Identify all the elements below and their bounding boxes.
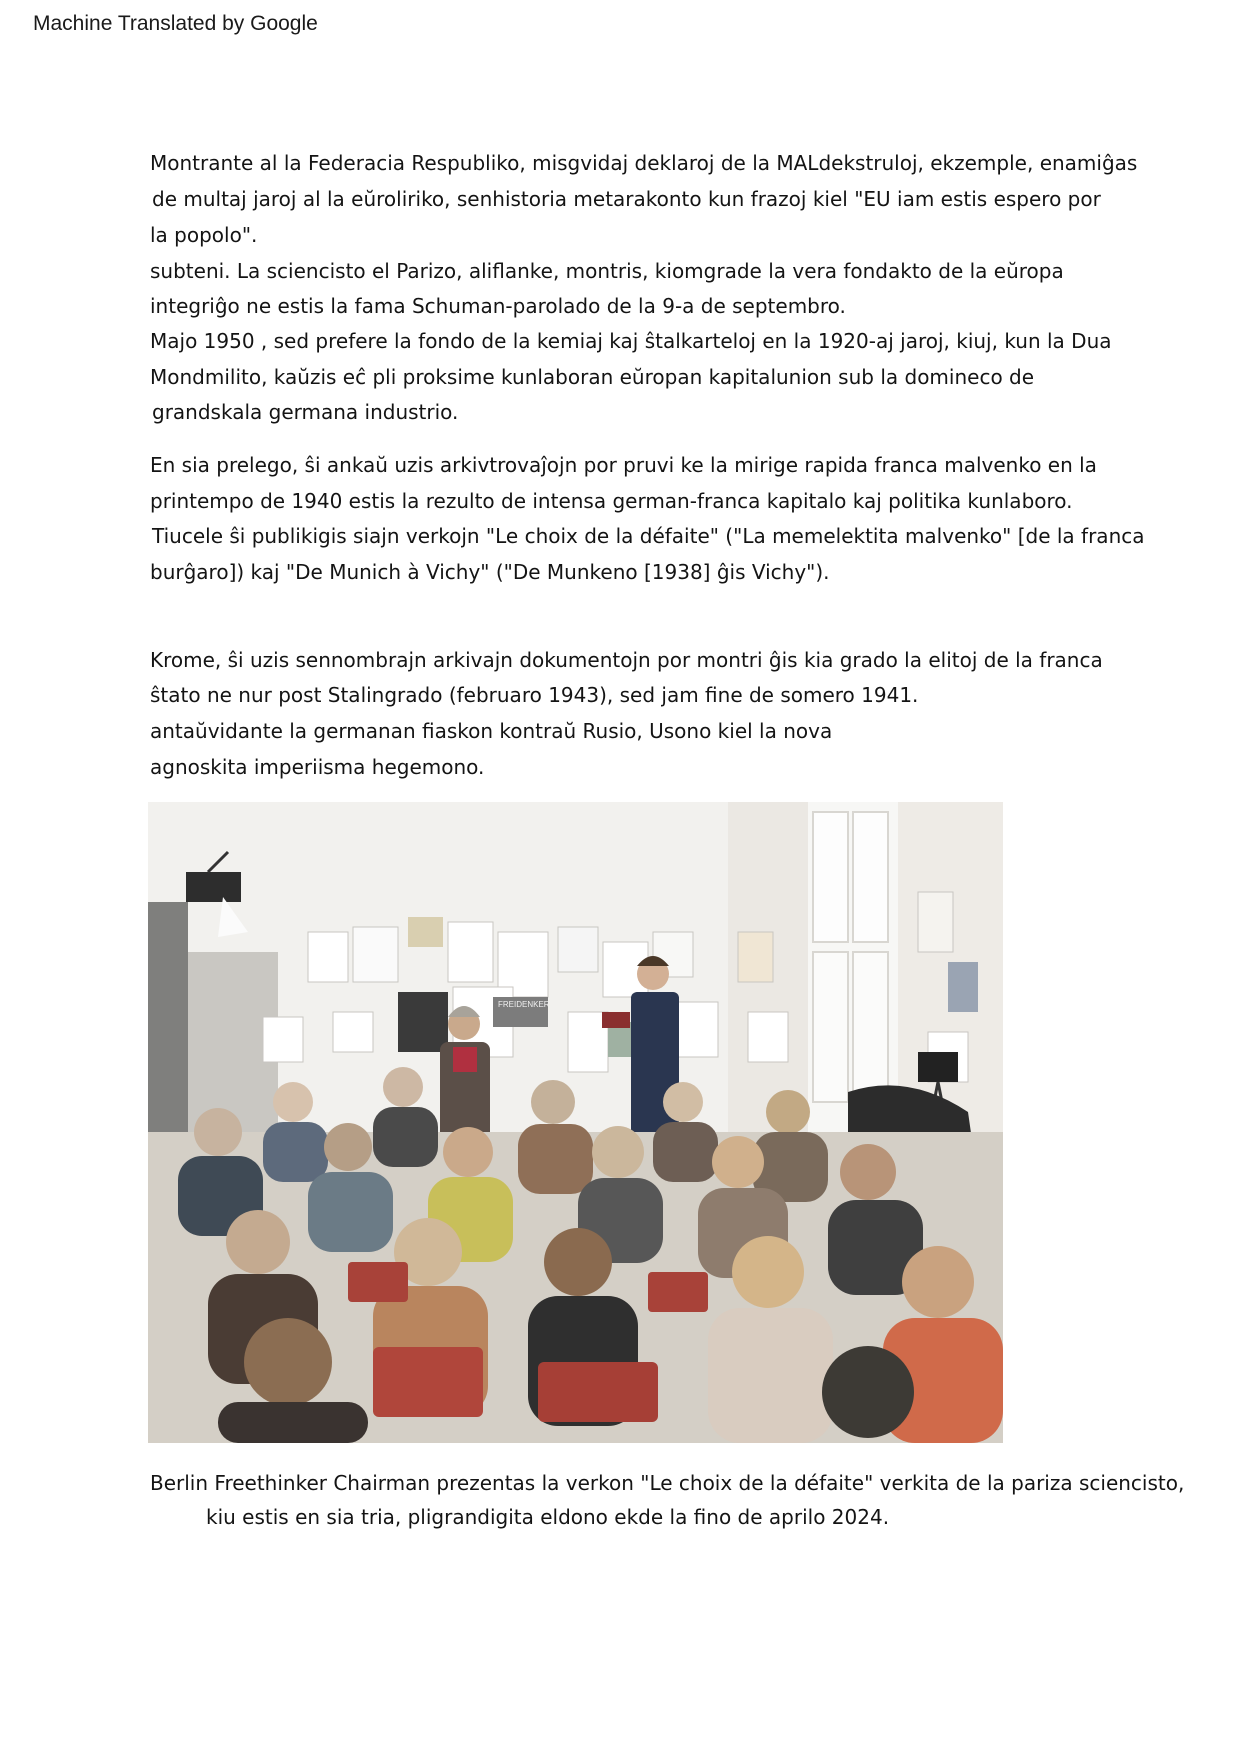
body-text-line: Mondmilito, kaŭzis eĉ pli proksime kunlaboran eŭropan kapitalunion sub la domineco de (150, 365, 1035, 389)
body-text-line: la popolo". (150, 223, 258, 247)
body-text-line: Tiucele ŝi publikigis siajn verkojn "Le choix de la défaite" ("La memelektita malvenko" [de la franca (152, 524, 1145, 548)
body-text-line: grandskala germana industrio. (152, 400, 459, 424)
body-text-line: antaŭvidante la germanan fiaskon kontraŭ Rusio, Usono kiel la nova (150, 719, 833, 743)
body-text-line: En sia prelego, ŝi ankaŭ uzis arkivtrovaĵojn por pruvi ke la mirige rapida franca malvenko en la (150, 453, 1097, 477)
body-text-line: burĝaro]) kaj "De Munich à Vichy" ("De Munkeno [1938] ĝis Vichy"). (150, 560, 830, 584)
machine-translation-label: Machine Translated by Google (33, 12, 318, 35)
body-text-line: integriĝo ne estis la fama Schuman-parolado de la 9-a de septembro. (150, 294, 846, 318)
event-photo (148, 802, 1003, 1443)
body-text-line: Montrante al la Federacia Respubliko, misgvidaj deklaroj de la MALdekstruloj, ekzemple, enamiĝas (150, 151, 1138, 175)
sign-text: FREIDENKER (498, 1000, 550, 1009)
body-text-line: de multaj jaroj al la eŭroliriko, senhistoria metarakonto kun frazoj kiel "EU iam estis espero por (152, 187, 1101, 211)
body-text-line: Majo 1950 , sed prefere la fondo de la kemiaj kaj ŝtalkarteloj en la 1920-aj jaroj, kiuj, kun la Dua (150, 329, 1112, 353)
body-text-line: ŝtato ne nur post Stalingrado (februaro 1943), sed jam fine de somero 1941. (150, 683, 919, 707)
body-text-line: subteni. La sciencisto el Parizo, aliflanke, montris, kiomgrade la vera fondakto de la eŭropa (150, 259, 1064, 283)
body-text-line: printempo de 1940 estis la rezulto de intensa german-franca kapitalo kaj politika kunlaboro. (150, 489, 1073, 513)
body-text-line: Krome, ŝi uzis sennombrajn arkivajn dokumentojn por montri ĝis kia grado la elitoj de la franca (150, 648, 1103, 672)
photo-caption-line: Berlin Freethinker Chairman prezentas la verkon "Le choix de la défaite" verkita de la pariza sciencisto, (150, 1471, 1185, 1495)
photo-caption-line: kiu estis en sia tria, pligrandigita eldono ekde la fino de aprilo 2024. (206, 1505, 890, 1529)
body-text-line: agnoskita imperiisma hegemono. (150, 755, 485, 779)
